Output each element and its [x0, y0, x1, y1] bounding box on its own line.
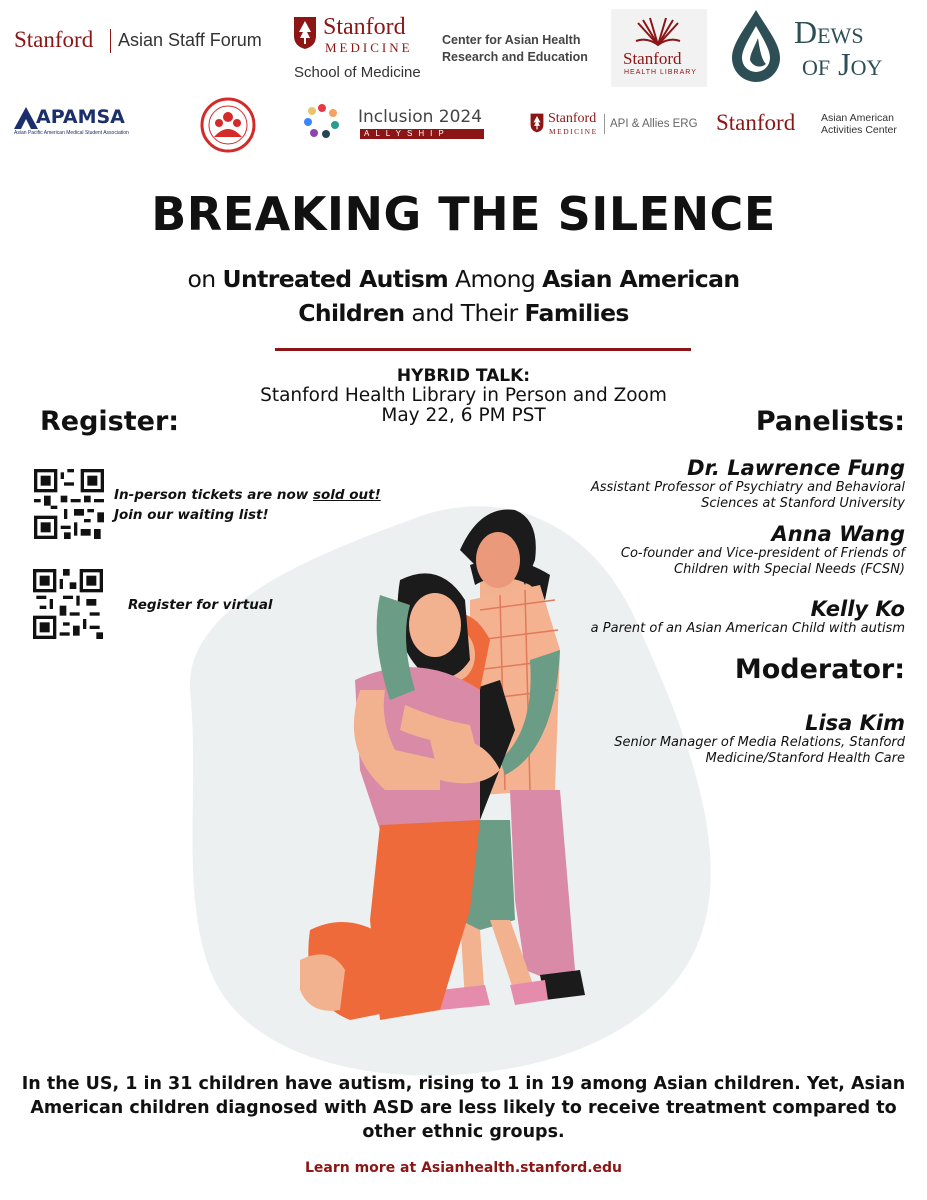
- erg-sub: MEDICINE: [549, 127, 598, 136]
- qr-code-virtual[interactable]: [33, 569, 103, 639]
- open-book-icon: [633, 17, 683, 47]
- health-library-brand: Stanford: [623, 49, 682, 68]
- subtitle-among: Among: [448, 265, 543, 293]
- panelist-name: Kelly Ko: [810, 597, 905, 621]
- dews-line2: of Joy: [802, 46, 883, 82]
- title-divider: [275, 348, 691, 351]
- qr-code-in-person[interactable]: [34, 469, 104, 539]
- health-library-sub: HEALTH LIBRARY: [624, 69, 697, 76]
- panelists-heading: Panelists:: [755, 406, 905, 437]
- aaac-brand: Stanford: [716, 110, 796, 135]
- subtitle-untreated-autism: Untreated Autism: [222, 265, 449, 293]
- hug-illustration: [180, 490, 740, 1080]
- logo-center-asian-health: [442, 32, 602, 66]
- stanford-tree-shield-small-icon: [530, 112, 544, 134]
- dews-line1: Dews: [794, 14, 864, 50]
- panelist-3: [485, 597, 905, 637]
- moderator-name: Lisa Kim: [805, 711, 905, 735]
- register-heading: Register:: [40, 406, 180, 437]
- panelist-name: Anna Wang: [771, 522, 905, 546]
- panelist-2: [485, 522, 905, 578]
- subtitle-asian-american-children: Asian American Children: [298, 265, 740, 327]
- in-person-note: [114, 485, 414, 525]
- water-drop-icon: [728, 8, 784, 84]
- medicine-sub: MEDICINE: [325, 40, 413, 55]
- statistic-line: In the US, 1 in 31 children have autism, rising to 1 in 19 among Asian children. Yet, Asian: [21, 1074, 906, 1094]
- autism-statistic: [10, 1072, 917, 1144]
- moderator-heading: Moderator:: [734, 654, 905, 685]
- panelist-role: Children with Special Needs (FCSN): [674, 562, 905, 577]
- erg-brand: Stanford: [548, 111, 597, 126]
- waitlist-text[interactable]: Join our waiting list!: [114, 507, 269, 523]
- medicine-school: School of Medicine: [294, 64, 421, 81]
- panelist-role: Assistant Professor of Psychiatry and Behavioral: [590, 480, 905, 495]
- aaac-line2: Activities Center: [821, 124, 897, 136]
- inclusion-name: Inclusion 2024: [358, 107, 483, 127]
- apamsa-name: APAMSA: [36, 106, 125, 128]
- medicine-brand: Stanford: [323, 14, 406, 40]
- aaac-line1: Asian American: [821, 112, 894, 124]
- event-type: HYBRID TALK:: [396, 366, 531, 386]
- subtitle-and-their: and Their: [404, 299, 525, 327]
- logo-red-circle-seal: [200, 97, 256, 153]
- sold-out-text: sold out!: [312, 487, 381, 503]
- logo-apamsa: [14, 106, 154, 136]
- panelist-role: Co-founder and Vice-president of Friends of: [620, 546, 905, 561]
- staff-forum-brand: Stanford: [14, 27, 94, 52]
- panelist-role: Sciences at Stanford University: [701, 496, 905, 511]
- staff-forum-name: Asian Staff Forum: [118, 30, 262, 50]
- learn-more-link[interactable]: Learn more at Asianhealth.stanford.edu: [304, 1160, 623, 1176]
- family-seal-icon: [200, 97, 256, 153]
- panelist-role: a Parent of an Asian American Child with autism: [590, 621, 905, 636]
- cahre-line2: Research and Education: [442, 50, 588, 64]
- subtitle-on: on: [187, 265, 223, 293]
- in-person-text: In-person tickets are now: [114, 487, 313, 503]
- logo-api-allies-erg: [530, 111, 698, 142]
- moderator: [485, 711, 905, 767]
- event-datetime: May 22, 6 PM PST: [381, 405, 546, 426]
- erg-divider: [604, 114, 605, 134]
- logo-dews-of-joy: [726, 6, 916, 84]
- logo-asian-staff-forum: [14, 25, 274, 59]
- inclusion-sub: ALLYSHIP: [364, 129, 450, 138]
- in-person-line: [114, 485, 414, 505]
- apamsa-a-icon: [14, 107, 38, 129]
- event-location: Stanford Health Library in Person and Zoom: [260, 385, 667, 406]
- event-title: BREAKING THE SILENCE: [151, 187, 776, 241]
- logo-stanford-medicine: [293, 14, 433, 84]
- staff-forum-divider: [110, 29, 111, 53]
- subtitle-families: Families: [524, 299, 629, 327]
- logo-inclusion-2024: [302, 103, 484, 139]
- logo-stanford-health-library: [611, 9, 707, 87]
- moderator-role: Medicine/Stanford Health Care: [705, 751, 905, 766]
- apamsa-sub: Asian Pacific American Medical Student Association: [14, 130, 129, 136]
- register-virtual-text[interactable]: Register for virtual: [128, 597, 273, 613]
- logo-asian-american-activities-center: [716, 110, 916, 140]
- panelist-1: [485, 456, 905, 512]
- erg-name: API & Allies ERG: [610, 118, 698, 130]
- panelist-name: Dr. Lawrence Fung: [687, 456, 905, 480]
- inclusion-circle-icon: [304, 103, 340, 139]
- stanford-tree-shield-icon: [293, 16, 317, 50]
- moderator-role: Senior Manager of Media Relations, Stanford: [614, 735, 905, 750]
- event-subtitle: [160, 262, 767, 330]
- statistic-line: American children diagnosed with ASD are less likely to receive treatment compared to: [30, 1098, 897, 1118]
- statistic-line: other ethnic groups.: [362, 1122, 565, 1142]
- cahre-line1: Center for Asian Health: [442, 33, 581, 47]
